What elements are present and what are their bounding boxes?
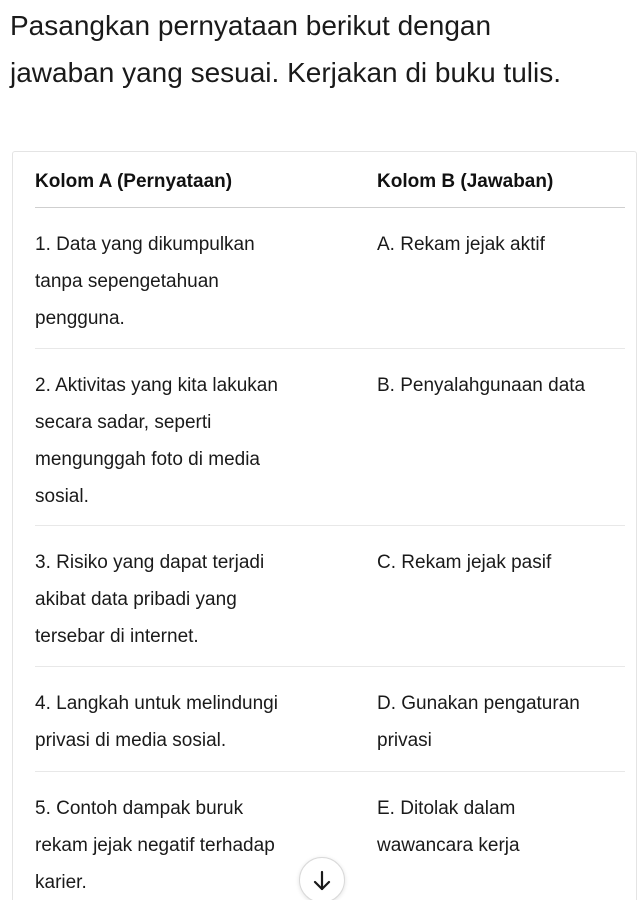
header-column-b: Kolom B (Jawaban) bbox=[377, 171, 554, 192]
answer-cell bbox=[377, 367, 627, 404]
table-row bbox=[35, 526, 625, 667]
header-column-a: Kolom A (Pernyataan) bbox=[35, 171, 233, 192]
answer-cell bbox=[377, 544, 627, 581]
arrow-down-icon bbox=[312, 870, 332, 892]
answer-line: B. Penyalahgunaan data bbox=[377, 375, 586, 396]
table-row bbox=[35, 208, 625, 349]
table-row bbox=[35, 349, 625, 526]
scroll-down-button[interactable] bbox=[299, 857, 345, 900]
statement-line: mengunggah foto di media bbox=[35, 449, 260, 470]
answer-line: privasi bbox=[377, 730, 432, 751]
answer-line: D. Gunakan pengaturan bbox=[377, 693, 580, 714]
statement-cell bbox=[35, 544, 327, 655]
statement-cell bbox=[35, 367, 327, 515]
instruction-line-1: Pasangkan pernyataan berikut dengan bbox=[10, 10, 492, 41]
table-header bbox=[35, 152, 625, 208]
statement-line: sosial. bbox=[35, 486, 89, 507]
table-row bbox=[35, 667, 625, 772]
answer-cell bbox=[377, 226, 627, 263]
statement-cell bbox=[35, 226, 327, 337]
statement-line: 5. Contoh dampak buruk bbox=[35, 798, 244, 819]
matching-table bbox=[12, 151, 637, 900]
statement-line: 1. Data yang dikumpulkan bbox=[35, 234, 255, 255]
answer-line: E. Ditolak dalam bbox=[377, 798, 516, 819]
statement-line: privasi di media sosial. bbox=[35, 730, 227, 751]
statement-line: tanpa sepengetahuan bbox=[35, 271, 219, 292]
answer-cell bbox=[377, 790, 627, 864]
answer-line: wawancara kerja bbox=[377, 835, 520, 856]
statement-cell bbox=[35, 685, 327, 759]
statement-line: secara sadar, seperti bbox=[35, 412, 212, 433]
answer-cell bbox=[377, 685, 627, 759]
statement-line: pengguna. bbox=[35, 308, 125, 329]
answer-line: C. Rekam jejak pasif bbox=[377, 552, 552, 573]
statement-line: karier. bbox=[35, 872, 87, 893]
instruction-text bbox=[10, 2, 610, 96]
statement-line: 2. Aktivitas yang kita lakukan bbox=[35, 375, 278, 396]
statement-line: 4. Langkah untuk melindungi bbox=[35, 693, 278, 714]
instruction-line-2: jawaban yang sesuai. Kerjakan di buku tulis. bbox=[10, 57, 562, 88]
statement-line: tersebar di internet. bbox=[35, 626, 199, 647]
statement-cell bbox=[35, 790, 327, 900]
statement-line: rekam jejak negatif terhadap bbox=[35, 835, 275, 856]
answer-line: A. Rekam jejak aktif bbox=[377, 234, 545, 255]
statement-line: 3. Risiko yang dapat terjadi bbox=[35, 552, 265, 573]
statement-line: akibat data pribadi yang bbox=[35, 589, 237, 610]
